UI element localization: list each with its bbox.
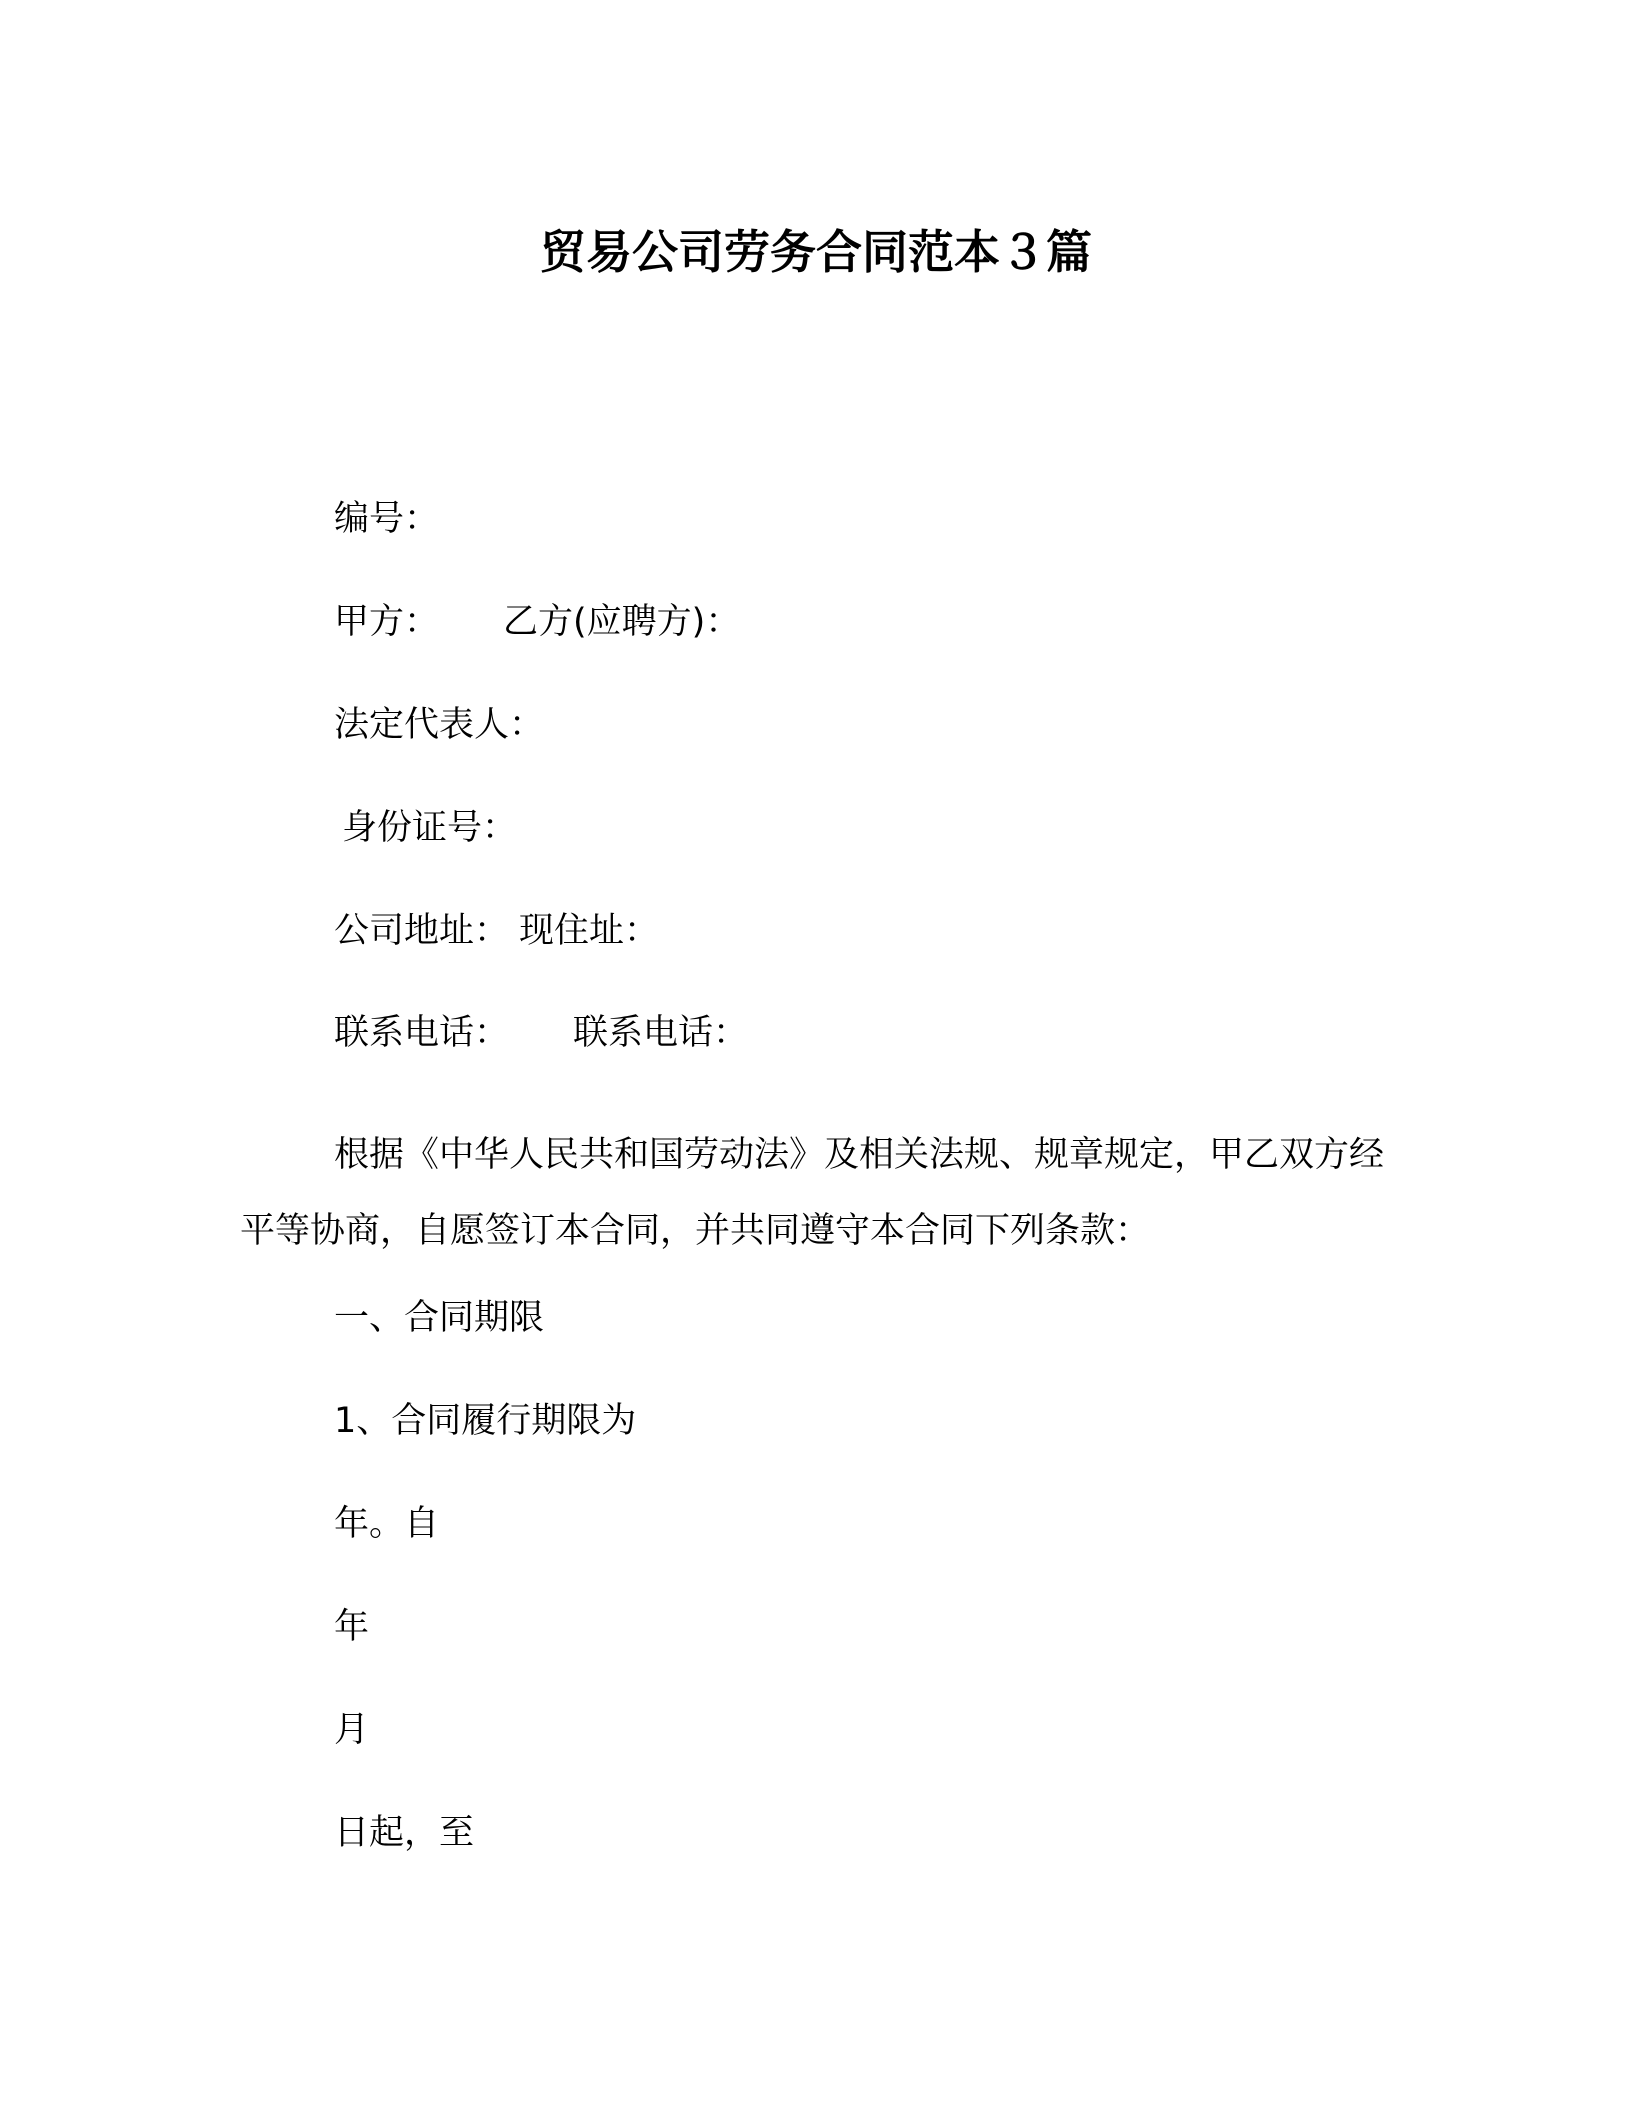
section-1-heading: 一、合同期限 (334, 1298, 545, 1338)
day-until-line: 日起，至 (334, 1813, 475, 1853)
phone-a-label: 联系电话： (334, 1013, 510, 1053)
id-no-line: 身份证号： (342, 808, 518, 848)
clause-1-line: 1、合同履行期限为 (334, 1401, 637, 1441)
document-title: 贸易公司劳务合同范本３篇 (540, 225, 1092, 279)
party-b-label: 乙方(应聘方)： (503, 602, 741, 642)
company-address-label: 公司地址： (334, 911, 510, 951)
party-a-label: 甲方： (334, 602, 440, 642)
address-line (334, 906, 659, 956)
month-line: 月 (334, 1710, 370, 1750)
current-address-label: 现住址： (519, 911, 660, 951)
parties-line (334, 597, 740, 647)
phone-line (334, 1008, 748, 1058)
serial-no-line: 编号： (334, 499, 440, 539)
intro-paragraph-text: 根据《中华人民共和国劳动法》及相关法规、规章规定，甲乙双方经平等协商，自愿签订本合同，并共同遵守本合同下列条款： (240, 1135, 1385, 1251)
year-from-line: 年。自 (334, 1504, 440, 1544)
year-line: 年 (334, 1607, 370, 1647)
legal-rep-line: 法定代表人： (334, 705, 545, 745)
intro-paragraph (240, 1117, 1392, 1269)
phone-b-label: 联系电话： (573, 1013, 749, 1053)
